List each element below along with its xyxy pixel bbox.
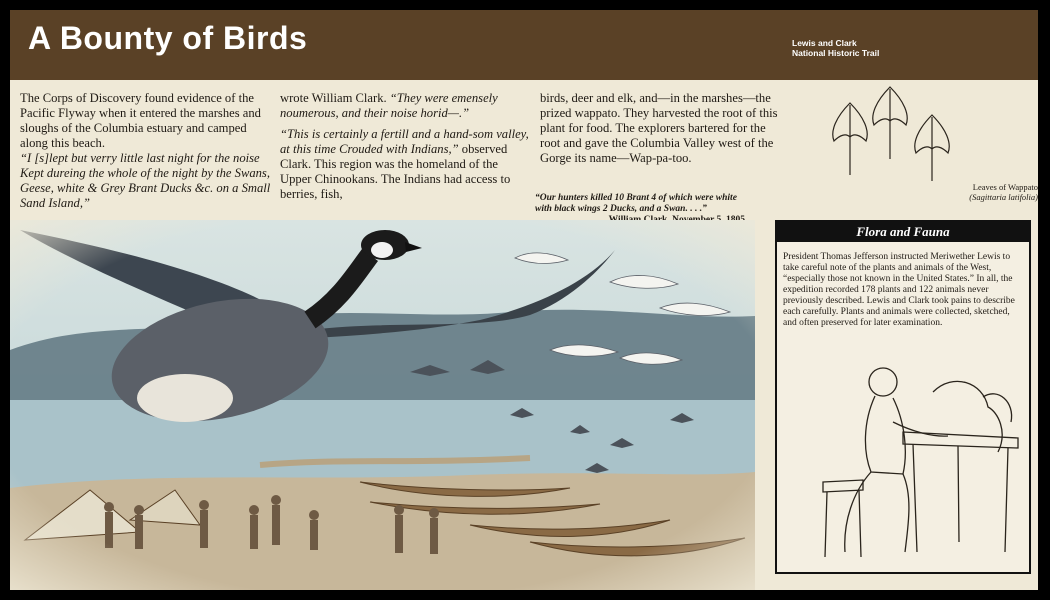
clark-quote-1: “I [s]lept but verry little last night for the noise Kept dureing the whole of the night by the Swans, Geese, white & Grey Brant Ducks &c. on a Small Sand Island,” — [20, 151, 271, 210]
text-column-2 — [280, 91, 530, 208]
hunters-quote-text: “Our hunters killed 10 Brant 4 of which were white with black wings 2 Ducks, and a Swan. . . .” — [535, 193, 737, 214]
text-column-1 — [20, 91, 272, 217]
wappato-paragraph: birds, deer and elk, and—in the marshes—the prized wappato. They harvested the root of this plant for food. The explorers bartered for the root and gave the Columbia Valley west of the Gorge its name—Wap-pa-too. — [540, 91, 778, 165]
vignette — [10, 220, 755, 590]
panel-header — [10, 10, 1038, 80]
wappato-leaves-illustration — [818, 83, 958, 183]
leaves-caption-name: Leaves of Wappato — [972, 182, 1038, 192]
leaves-caption-latin: (Sagittaria latifolia) — [969, 192, 1038, 202]
flora-fauna-box — [775, 220, 1031, 574]
geese-river-illustration — [10, 220, 755, 590]
wappato-leaf-middle — [873, 87, 907, 159]
figure-head — [869, 368, 897, 396]
figure-legs — [845, 472, 909, 552]
wappato-leaf-left — [833, 103, 867, 175]
clark-quote-2: “They were emensely noumerous, and their noise horid—.” — [280, 91, 498, 120]
wappato-leaf-right — [915, 115, 949, 181]
clark-attribution: wrote William Clark. — [280, 91, 390, 105]
table-legs — [913, 444, 1008, 552]
flora-fauna-text: President Thomas Jefferson instructed Meriwether Lewis to take careful note of the plants and animals of the West, “especially those not known in the United States.” In all, the expedition recorded 178 plants and 122 animals never previously described. Lewis and Clark took pains to describe each carefully. Plants and animals were collected, sketched, and often preserved for later examination. — [783, 252, 1015, 328]
trail-label-line2: National Historic Trail — [792, 48, 880, 58]
clark-quote-3: “This is certainly a fertill and a hand-som valley, at this time Crouded with Indians,” — [280, 127, 529, 156]
intro-paragraph: The Corps of Discovery found evidence of the Pacific Flyway when it entered the marshes and sloughs of the Columbia estuary and camped along this beach. — [20, 91, 261, 150]
lewis-at-table-sketch — [783, 352, 1023, 567]
chinookan-text: observed Clark. This region was the homeland of the Upper Chinookans. The Indians had access to berries, fish, — [280, 142, 511, 201]
figure-torso — [865, 396, 905, 474]
trail-label-line1: Lewis and Clark — [792, 38, 857, 48]
interpretive-panel — [10, 10, 1038, 590]
trail-label — [792, 38, 879, 58]
foliage — [933, 381, 1002, 452]
page-title: A Bounty of Birds — [28, 20, 308, 56]
flora-fauna-title: Flora and Fauna — [777, 222, 1029, 242]
text-column-3 — [540, 91, 785, 172]
leaves-caption — [908, 182, 1038, 202]
